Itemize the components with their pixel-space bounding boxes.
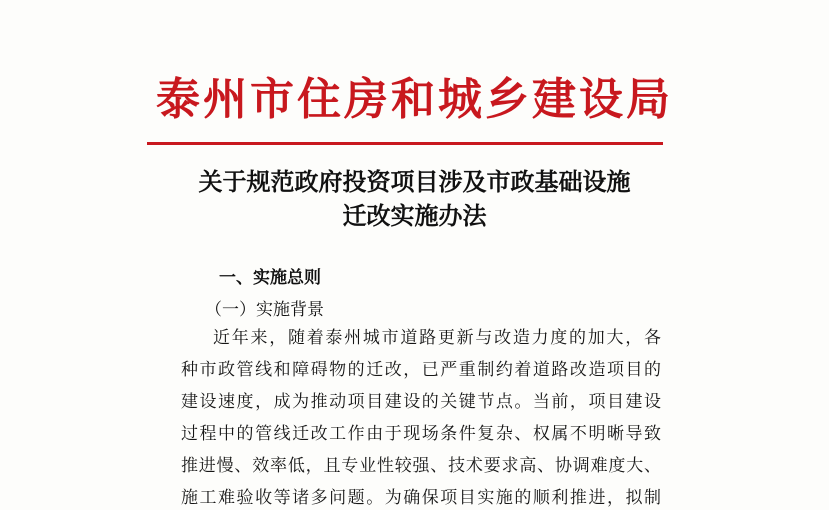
masthead-red-rule (147, 142, 663, 145)
paragraph-line-5: 推进慢、效率低，且专业性较强、技术要求高、协调难度大、 (181, 456, 661, 476)
paragraph-line-2: 种市政管线和障碍物的迁改，已严重制约着道路改造项目的 (181, 360, 661, 380)
section-heading: 一、实施总则 (219, 268, 321, 288)
paragraph-line-1: 近年来，随着泰州城市道路更新与改造力度的加大，各 (213, 328, 661, 348)
subsection-heading: （一）实施背景 (205, 300, 324, 320)
paragraph-line-4: 过程中的管线迁改工作由于现场条件复杂、权属不明晰导致 (181, 424, 661, 444)
masthead-org-name: 泰州市住房和城乡建设局 (156, 74, 673, 125)
document-title-line-1: 关于规范政府投资项目涉及市政基础设施 (198, 167, 631, 196)
document-title-line-2: 迁改实施办法 (342, 201, 487, 230)
paragraph-line-6: 施工难验收等诸多问题。为确保项目实施的顺利推进，拟制 (181, 488, 661, 508)
paragraph-line-3: 建设速度，成为推动项目建设的关键节点。当前，项目建设 (181, 392, 661, 412)
